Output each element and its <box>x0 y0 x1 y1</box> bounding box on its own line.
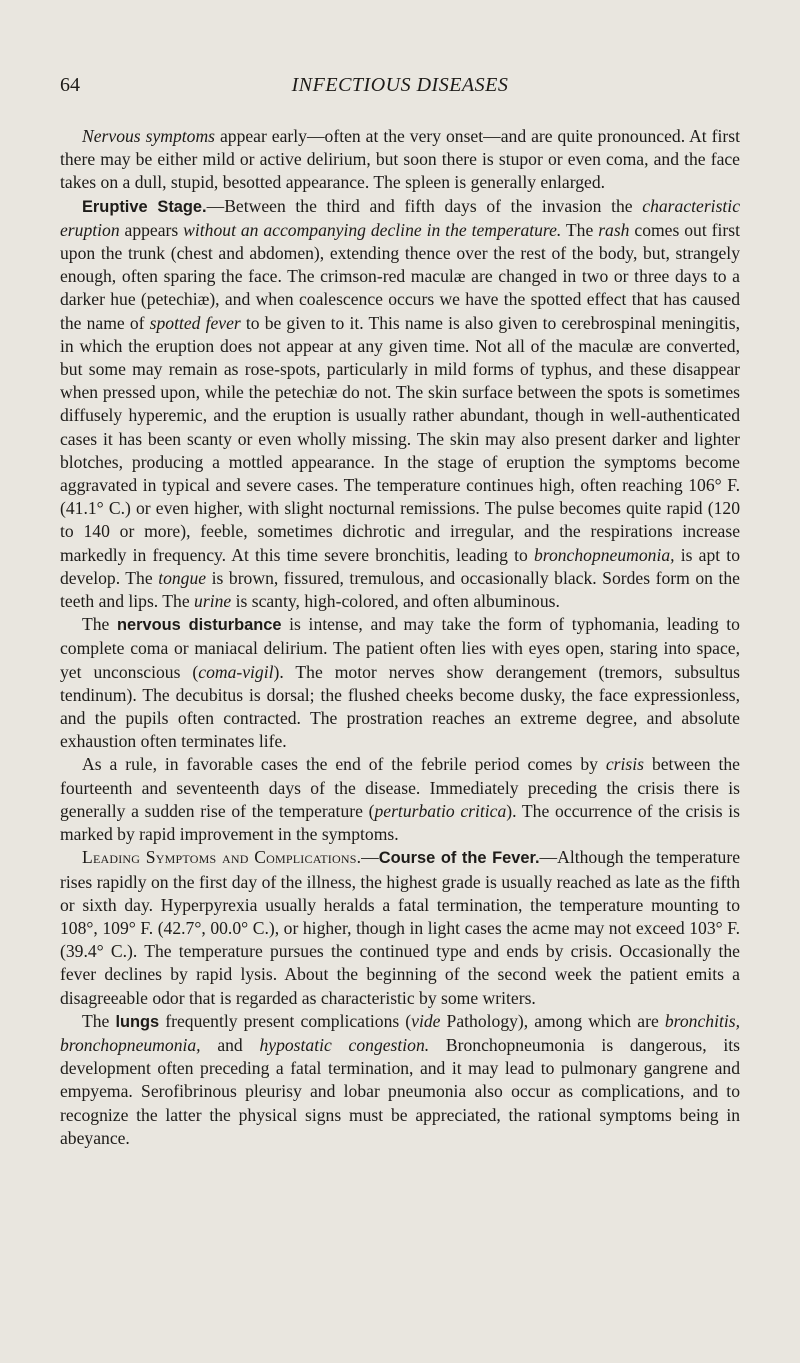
text-run: The <box>561 219 599 240</box>
text-run: Bronchopneumonia is dangerous, its development often preceding a fatal termination, and it may lead to pulmonary gangrene and empyema. Serofibrinous pleurisy and lobar pneumonia also occur as complications, and to recognize the latter the physical signs must be appreciated, the rational symptoms being in abeyance. <box>60 1034 740 1148</box>
text-run: —Between the third and fifth days of the invasion the <box>206 195 643 216</box>
italic-term: perturbatio critica <box>374 800 507 821</box>
italic-term: bronchitis, bronchopneumonia, <box>60 1010 740 1055</box>
text-run: is brown, fissured, tremulous, and occasionally black. Sordes form on the teeth and lips. The <box>60 567 740 612</box>
body-text <box>60 125 740 1150</box>
italic-term: without an accompanying decline in the temperature. <box>183 219 562 240</box>
italic-term: bronchopneumonia, <box>533 544 675 565</box>
italic-term: rash <box>598 219 630 240</box>
text-run: is scanty, high-colored, and often albuminous. <box>231 591 560 612</box>
text-run: — <box>361 847 379 868</box>
paragraph-nervous-symptoms <box>60 125 740 195</box>
italic-term: urine <box>194 591 232 612</box>
italic-term: vide <box>411 1010 441 1031</box>
text-run: Pathology), among which are <box>440 1010 665 1031</box>
section-heading: Leading Symptoms and Complications. <box>82 847 362 868</box>
italic-term: characteristic eruption <box>60 195 741 240</box>
bold-term: nervous disturbance <box>117 616 282 635</box>
text-run: comes out first upon the trunk (chest and abdomen), extending thence over the rest of the body, but, strangely enough, often sparing the face. The crimson-red maculæ are changed in two or three days to a darker hue (petechiæ), and when coalescence occurs we have the spotted effect that has caused the name of <box>60 219 740 333</box>
italic-term: crisis <box>605 754 645 775</box>
italic-term: Nervous symptoms <box>82 126 215 146</box>
italic-term: spotted fever <box>149 312 241 333</box>
page-header <box>60 74 740 102</box>
paragraph-nervous-disturbance <box>60 613 740 753</box>
text-run: appear early—often at the very onset—and are quite pronounced. At first there may be either mild or active delirium, but soon there is stupor or even coma, and the face takes on a dull, stupid, besotted appearance. The spleen is generally enlarged. <box>60 126 740 193</box>
section-heading: Eruptive Stage. <box>82 197 207 216</box>
paragraph-crisis <box>60 753 740 846</box>
text-run: is intense, and may take the form of typhomania, leading to complete coma or maniacal delirium. The patient often lies with eyes open, staring into space, yet unconscious ( <box>60 614 740 682</box>
paragraph-lungs <box>60 1010 740 1150</box>
text-run: to be given to it. This name is also given to cerebrospinal meningitis, in which the eruption does not appear at any given time. Not all of the maculæ are converted, but some may remain as rose-spots, particularly in mild forms of typhus, and these disappear when pressed upon, while the petechiæ do not. The skin surface between the spots is sometimes diffusely hyperemic, and the eruption is usually rather abundant, though in well-authenticated cases it has been scanty or even wholly missing. The skin may also present darker and lighter blotches, producing a mottled appearance. In the stage of eruption the symptoms become aggravated in typical and severe cases. The temperature continues high, often reaching 106° F. (41.1° C.) or even higher, with slight nocturnal remissions. The pulse becomes quite rapid (120 to 140 or more), feeble, sometimes dichrotic and irregular, and the respirations increase markedly in frequency. At this time severe bronchitis, leading to <box>60 312 741 565</box>
bold-term: lungs <box>115 1012 160 1031</box>
paragraph-eruptive-stage <box>60 195 740 614</box>
page-number: 64 <box>60 74 80 96</box>
italic-term: tongue <box>158 567 207 588</box>
text-run: As a rule, in favorable cases the end of the febrile period comes by <box>82 754 606 775</box>
text-run: and <box>200 1034 260 1055</box>
text-run: —Although the temperature rises rapidly on the first day of the illness, the highest grade is usually reached as late as the fifth or sixth day. Hyperpyrexia usually heralds a fatal termination, the temperature mounting to 108°, 109° F. (42.7°, 00.0° C.), or higher, though in light cases the acme may not exceed 103° F. (39.4° C.). The temperature pursues the continued type and ends by crisis. Occasionally the fever declines by rapid lysis. About the beginning of the second week the patient emits a disagreeable odor that is regarded as characteristic by some writers. <box>60 847 741 1008</box>
text-run: ). The motor nerves show derangement (tremors, subsultus tendinum). The decubitus is dorsal; the flushed cheeks become dusky, the face expressionless, and the pupils often contracted. The prostration reaches an extreme degree, and absolute exhaustion often terminates life. <box>60 661 740 752</box>
text-run: is apt to develop. The <box>60 544 740 588</box>
italic-term: coma-vigil <box>198 661 274 682</box>
subsection-heading: Course of the Fever. <box>378 849 540 868</box>
text-run: The <box>82 614 118 635</box>
paragraph-leading-symptoms <box>60 846 740 1009</box>
text-run: The <box>82 1010 116 1031</box>
running-title: INFECTIOUS DISEASES <box>291 74 509 96</box>
text-run: between the fourteenth and seventeenth days of the disease. Immediately preceding the crisis there is generally a sudden rise of the temperature ( <box>60 754 740 821</box>
text-run: frequently present complications ( <box>159 1010 412 1031</box>
text-run: ). The occurrence of the crisis is marked by rapid improvement in the symptoms. <box>60 800 740 845</box>
text-run: appears <box>119 219 184 240</box>
italic-term: hypostatic congestion. <box>259 1034 430 1055</box>
